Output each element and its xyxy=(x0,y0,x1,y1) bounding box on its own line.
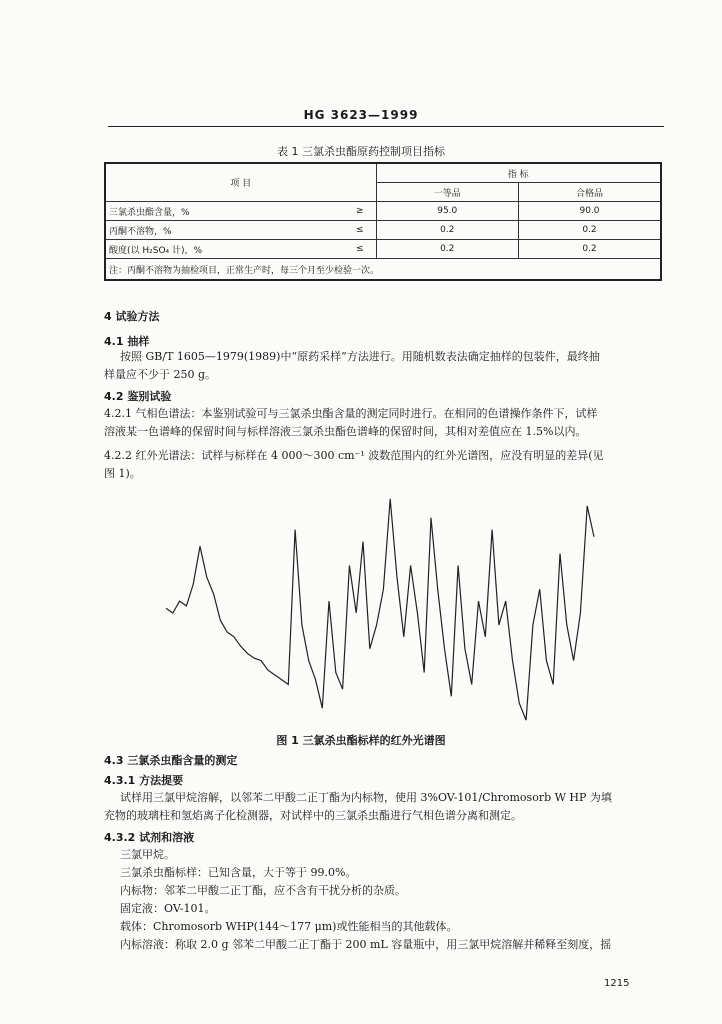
reagent-line: 固定液：OV-101。 xyxy=(120,902,216,915)
section-4-1-text-2: 样量应不少于 250 g。 xyxy=(104,368,217,381)
header-item: 项 目 xyxy=(105,163,376,202)
section-4-2-2-text-2: 图 1)。 xyxy=(104,467,141,480)
section-4-3-1-text-2: 充物的玻璃柱和氢焰离子化检测器，对试样中的三氯杀虫酯进行气相色谱分离和测定。 xyxy=(104,809,522,822)
header-qualified: 合格品 xyxy=(518,183,661,202)
figure-caption: 图 1 三氯杀虫酯标样的红外光谱图 xyxy=(276,734,446,747)
table-note: 注：丙酮不溶物为抽检项目，正常生产时，每三个月至少检验一次。 xyxy=(105,259,661,281)
table-caption: 表 1 三氯杀虫酯原药控制项目指标 xyxy=(277,145,445,158)
standard-code: HG 3623—1999 xyxy=(303,108,419,122)
section-4-2-1-text-2: 溶液某一色谱峰的保留时间与标样溶液三氯杀虫酯色谱峰的保留时间，其相对差值应在 1.5%以内。 xyxy=(104,425,587,438)
section-4-3-1-text: 试样用三氯甲烷溶解，以邻苯二甲酸二正丁酯为内标物，使用 3%OV-101/Chromosorb W HP 为填 xyxy=(120,791,612,804)
table-row: 丙酮不溶物，% ≤ 0.2 0.2 xyxy=(105,221,661,240)
reagent-line: 内标溶液：称取 2.0 g 邻苯二甲酸二正丁酯于 200 mL 容量瓶中，用三氯甲烷溶解并稀释至刻度，摇 xyxy=(120,938,612,951)
reagent-line: 内标物：邻苯二甲酸二正丁酯，应不含有干扰分析的杂质。 xyxy=(120,884,406,897)
table-row: 酸度(以 H₂SO₄ 计)，% ≤ 0.2 0.2 xyxy=(105,240,661,259)
header-index: 指 标 xyxy=(376,163,661,183)
spec-table xyxy=(104,162,662,281)
header-rule xyxy=(108,126,664,127)
table-row: 三氯杀虫酯含量，% ≥ 95.0 90.0 xyxy=(105,202,661,221)
section-4-1-title: 4.1 抽样 xyxy=(104,335,150,348)
section-4-1-text: 按照 GB/T 1605—1979(1989)中“原药采样”方法进行。用随机数表法确定抽样的包装件，最终抽 xyxy=(120,350,600,363)
section-4-2-1-text: 4.2.1 气相色谱法：本鉴别试验可与三氯杀虫酯含量的测定同时进行。在相同的色谱操作条件下，试样 xyxy=(104,407,598,420)
section-4-2-title: 4.2 鉴别试验 xyxy=(104,390,172,403)
reagent-line: 三氯杀虫酯标样：已知含量，大于等于 99.0%。 xyxy=(120,866,357,879)
reagent-line: 三氯甲烷。 xyxy=(120,848,175,861)
section-4-2-2-text: 4.2.2 红外光谱法：试样与标样在 4 000～300 cm⁻¹ 波数范围内的红外光谱图，应没有明显的差异(见 xyxy=(104,449,604,462)
section-4-3-1-title: 4.3.1 方法提要 xyxy=(104,774,184,787)
page-number: 1215 xyxy=(604,978,630,989)
section-4-3-2-title: 4.3.2 试剂和溶液 xyxy=(104,831,195,844)
section-4-title: 4 试验方法 xyxy=(104,310,160,323)
reagent-line: 载体：Chromosorb WHP(144～177 μm)或性能相当的其他载体。 xyxy=(120,920,458,933)
ir-spectrum-line xyxy=(166,499,594,720)
section-4-3-title: 4.3 三氯杀虫酯含量的测定 xyxy=(104,754,238,767)
header-first-grade: 一等品 xyxy=(376,183,518,202)
ir-spectrum-chart xyxy=(160,488,600,738)
